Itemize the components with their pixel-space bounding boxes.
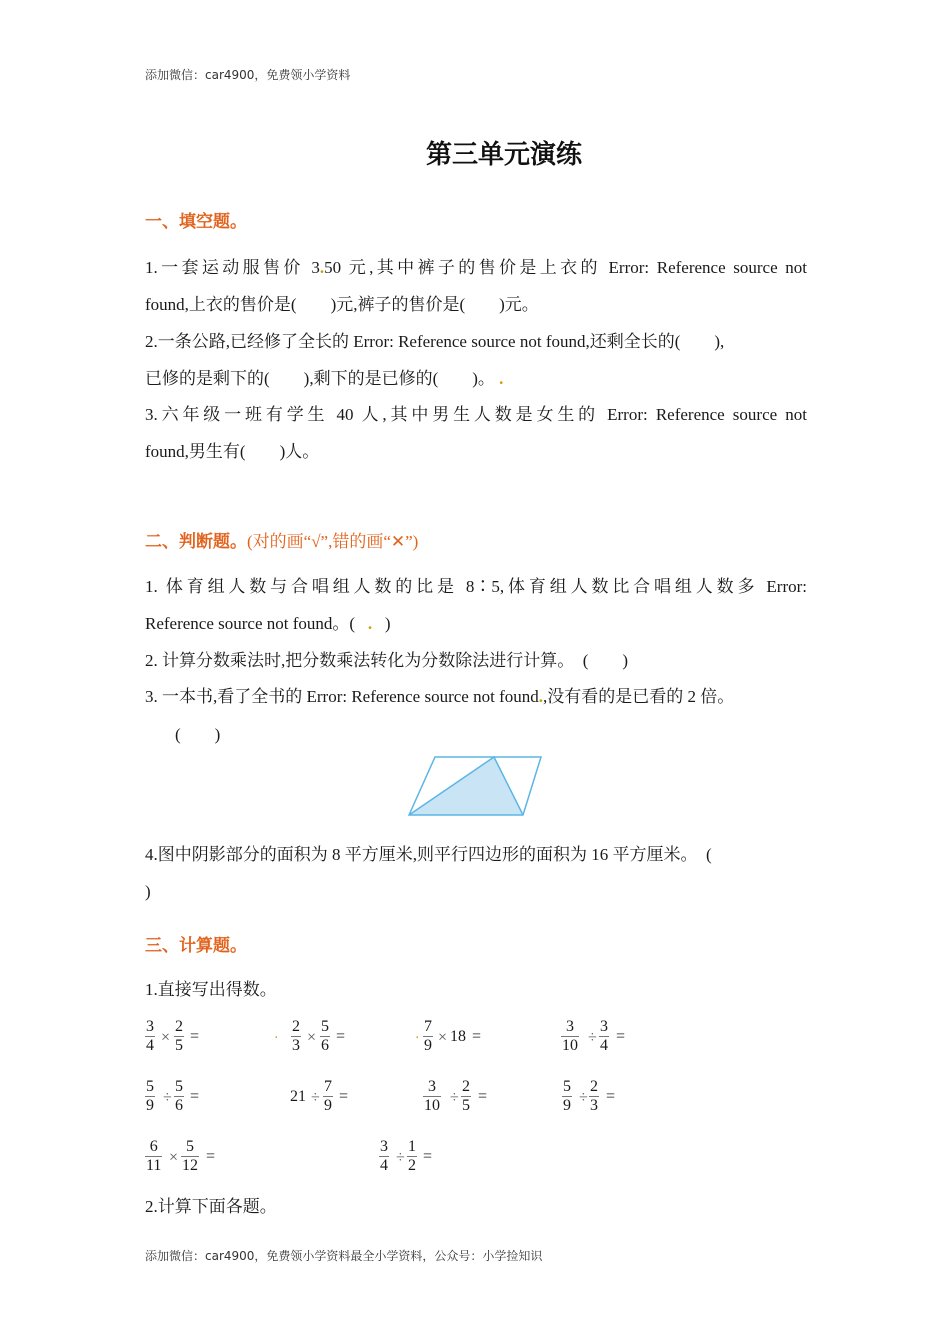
fraction: 6 11 (146, 1138, 162, 1174)
equals-sign: = (606, 1088, 616, 1105)
judge-q4-line2: ) (145, 882, 151, 901)
fraction: 2 5 (175, 1018, 183, 1054)
fraction: 3 4 (380, 1138, 388, 1174)
fill-q3-line1: 3.六年级一班有学生 40 人,其中男生人数是女生的 Error: Reference source not (145, 405, 807, 424)
equals-sign: = (478, 1088, 488, 1105)
divide-sign: ÷ (588, 1029, 597, 1046)
fraction: 7 9 (324, 1078, 332, 1114)
judge-q2: 2. 计算分数乘法时,把分数乘法转化为分数除法进行计算。 ( ) (145, 651, 629, 670)
calc-q2-title: 2.计算下面各题。 (145, 1197, 277, 1216)
fraction: 3 4 (146, 1018, 154, 1054)
shaded-triangle (409, 757, 523, 815)
divide-sign: ÷ (396, 1149, 405, 1166)
page-header: 添加微信：car4900，免费领小学资料 (145, 68, 351, 82)
judge-q4-line1: 4.图中阴影部分的面积为 8 平方厘米,则平行四边形的面积为 16 平方厘米。 ( (145, 845, 712, 864)
equals-sign: = (190, 1088, 200, 1105)
fraction: 2 3 (292, 1018, 300, 1054)
judge-q3-line1: 3. 一本书,看了全书的 Error: Reference source not found.,没有看的是已看的 2 倍。 (145, 687, 735, 706)
fraction: 5 9 (563, 1078, 571, 1114)
judge-q3-paren: ( ) (175, 725, 221, 744)
fraction: 5 12 (182, 1138, 198, 1174)
section-fill-title: 一、填空题。 (145, 212, 247, 232)
equals-sign: = (336, 1028, 346, 1045)
page-title: 第三单元演练 (425, 140, 582, 170)
section-calc-title: 三、计算题。 (145, 936, 247, 956)
fill-q1-line2: found,上衣的售价是( )元,裤子的售价是( )元。 (145, 295, 539, 314)
parallelogram-figure (405, 754, 545, 818)
fraction: 7 9 (424, 1018, 432, 1054)
equals-sign: = (616, 1028, 626, 1045)
page-footer: 添加微信：car4900，免费领小学资料最全小学资料，公众号：小学捡知识 (145, 1249, 543, 1263)
fraction: 3 4 (600, 1018, 608, 1054)
number: 21 (290, 1088, 306, 1105)
divide-sign: ÷ (311, 1089, 320, 1106)
number: 18 (450, 1028, 466, 1045)
equals-sign: = (423, 1148, 433, 1165)
fraction: 2 5 (462, 1078, 470, 1114)
fraction: 5 6 (321, 1018, 329, 1054)
section-judge-title: 二、判断题。(对的画“√”,错的画“✕”) (145, 532, 419, 552)
calc-q1-title: 1.直接写出得数。 (145, 980, 277, 999)
times-sign: × (438, 1029, 448, 1046)
fill-q1-line1: 1.一套运动服售价 3.50 元,其中裤子的售价是上衣的 Error: Reference source not (145, 258, 807, 277)
fill-q2-line1: 2.一条公路,已经修了全长的 Error: Reference source not found,还剩全长的( ), (145, 332, 725, 351)
judge-q1-line1: 1. 体育组人数与合唱组人数的比是 8∶5,体育组人数比合唱组人数多 Error: (145, 577, 807, 596)
fill-q2-line2: 已修的是剩下的( ),剩下的是已修的( )。 . (145, 369, 504, 388)
times-sign: × (307, 1029, 317, 1046)
fraction: 5 6 (175, 1078, 183, 1114)
divide-sign: ÷ (163, 1089, 172, 1106)
fill-q3-line2: found,男生有( )人。 (145, 442, 320, 461)
equals-sign: = (206, 1148, 216, 1165)
times-sign: × (169, 1149, 179, 1166)
fraction: 5 9 (146, 1078, 154, 1114)
equals-sign: = (472, 1028, 482, 1045)
divide-sign: ÷ (450, 1089, 459, 1106)
fraction: 3 10 (424, 1078, 440, 1114)
times-sign: × (161, 1029, 171, 1046)
fraction: 2 3 (590, 1078, 598, 1114)
judge-note: (对的画“√”,错的画“✕”) (247, 532, 419, 551)
equals-sign: = (339, 1088, 349, 1105)
judge-q1-line2: Reference source not found。( . ) (145, 614, 391, 633)
fraction: 1 2 (408, 1138, 416, 1174)
fraction: 3 10 (562, 1018, 578, 1054)
equals-sign: = (190, 1028, 200, 1045)
divide-sign: ÷ (579, 1089, 588, 1106)
